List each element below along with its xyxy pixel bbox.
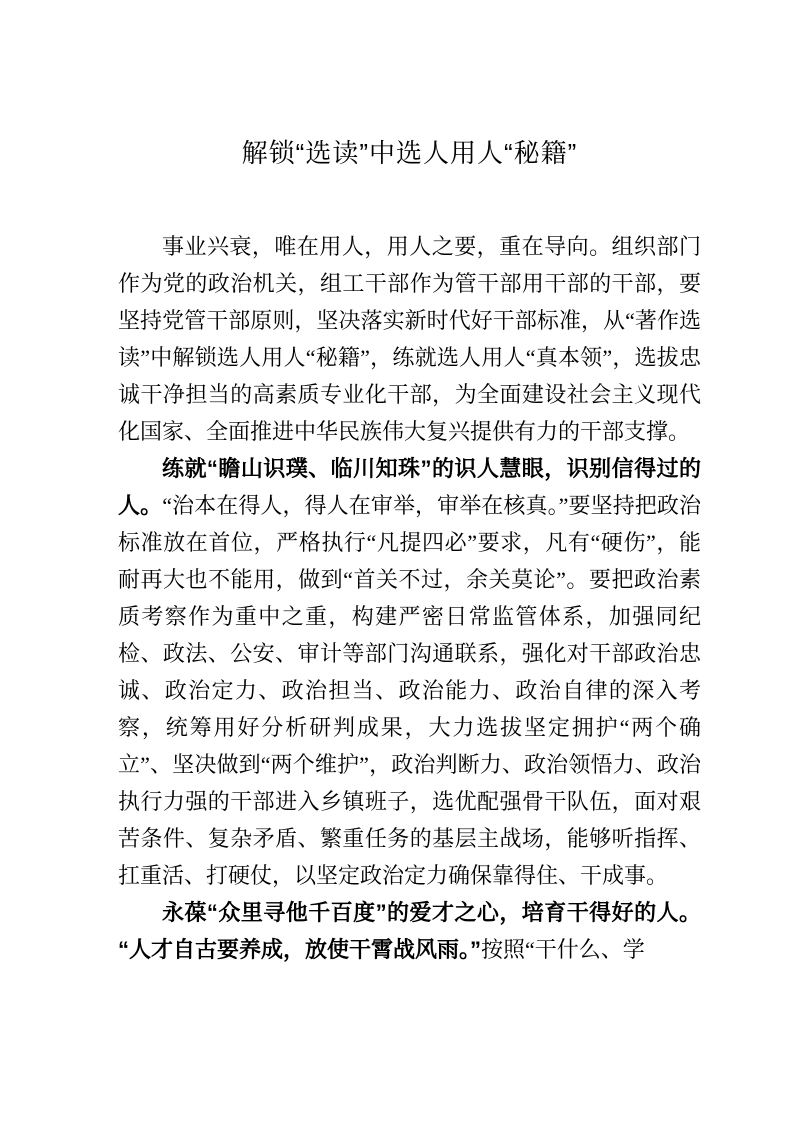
document-title: 解锁“选读”中选人用人“秘籍” bbox=[241, 138, 578, 168]
text-segment-bold: 练就“瞻山识璞、临川知珠”的识人慧眼，识别信得过的人。 bbox=[118, 456, 701, 518]
text-segment-bold-quote: “人才自古要养成，放使干霄战风雨。” bbox=[118, 937, 482, 962]
paragraph-2 bbox=[118, 450, 701, 894]
text-segment-quote: “治本在得人，得人在审举，审举在核真。” bbox=[162, 493, 569, 518]
text-segment-normal: 按照“干什么、学 bbox=[481, 937, 645, 962]
paragraph-3 bbox=[118, 894, 701, 968]
paragraph-1 bbox=[118, 228, 701, 450]
text-segment-normal: 事业兴衰，唯在用人，用人之要，重在导向。组织部门作为党的政治机关，组工干部作为管干部用干部的干部，要坚持党管干部原则，坚决落实新时代好干部标准，从“著作选读”中解锁选人用人“秘籍”，练就选人用人“真本领”，选拔忠诚干净担当的高素质专业化干部，为全面建设社会主义现代化国家、全面推进中华民族伟大复兴提供有力的干部支撑。 bbox=[118, 234, 701, 444]
text-segment-bold: 永葆“众里寻他千百度”的爱才之心，培育干得好的人。 bbox=[162, 900, 701, 925]
text-segment-normal: 要坚持把政治标准放在首位，严格执行“凡提四必”要求，凡有“硬伤”，能耐再大也不能用，做到“首关不过，余关莫论”。要把政治素质考察作为重中之重，构建严密日常监管体系，加强同纪检、政法、公安、审计等部门沟通联系，强化对干部政治忠诚、政治定力、政治担当、政治能力、政治自律的深入考察，统筹用好分析研判成果，大力选拔坚定拥护“两个确立”、坚决做到“两个维护”，政治判断力、政治领悟力、政治执行力强的干部进入乡镇班子，选优配强骨干队伍，面对艰苦条件、复杂矛盾、繁重任务的基层主战场，能够听指挥、扛重活、打硬仗，以坚定政治定力确保靠得住、干成事。 bbox=[118, 493, 701, 888]
document-body bbox=[118, 228, 701, 968]
